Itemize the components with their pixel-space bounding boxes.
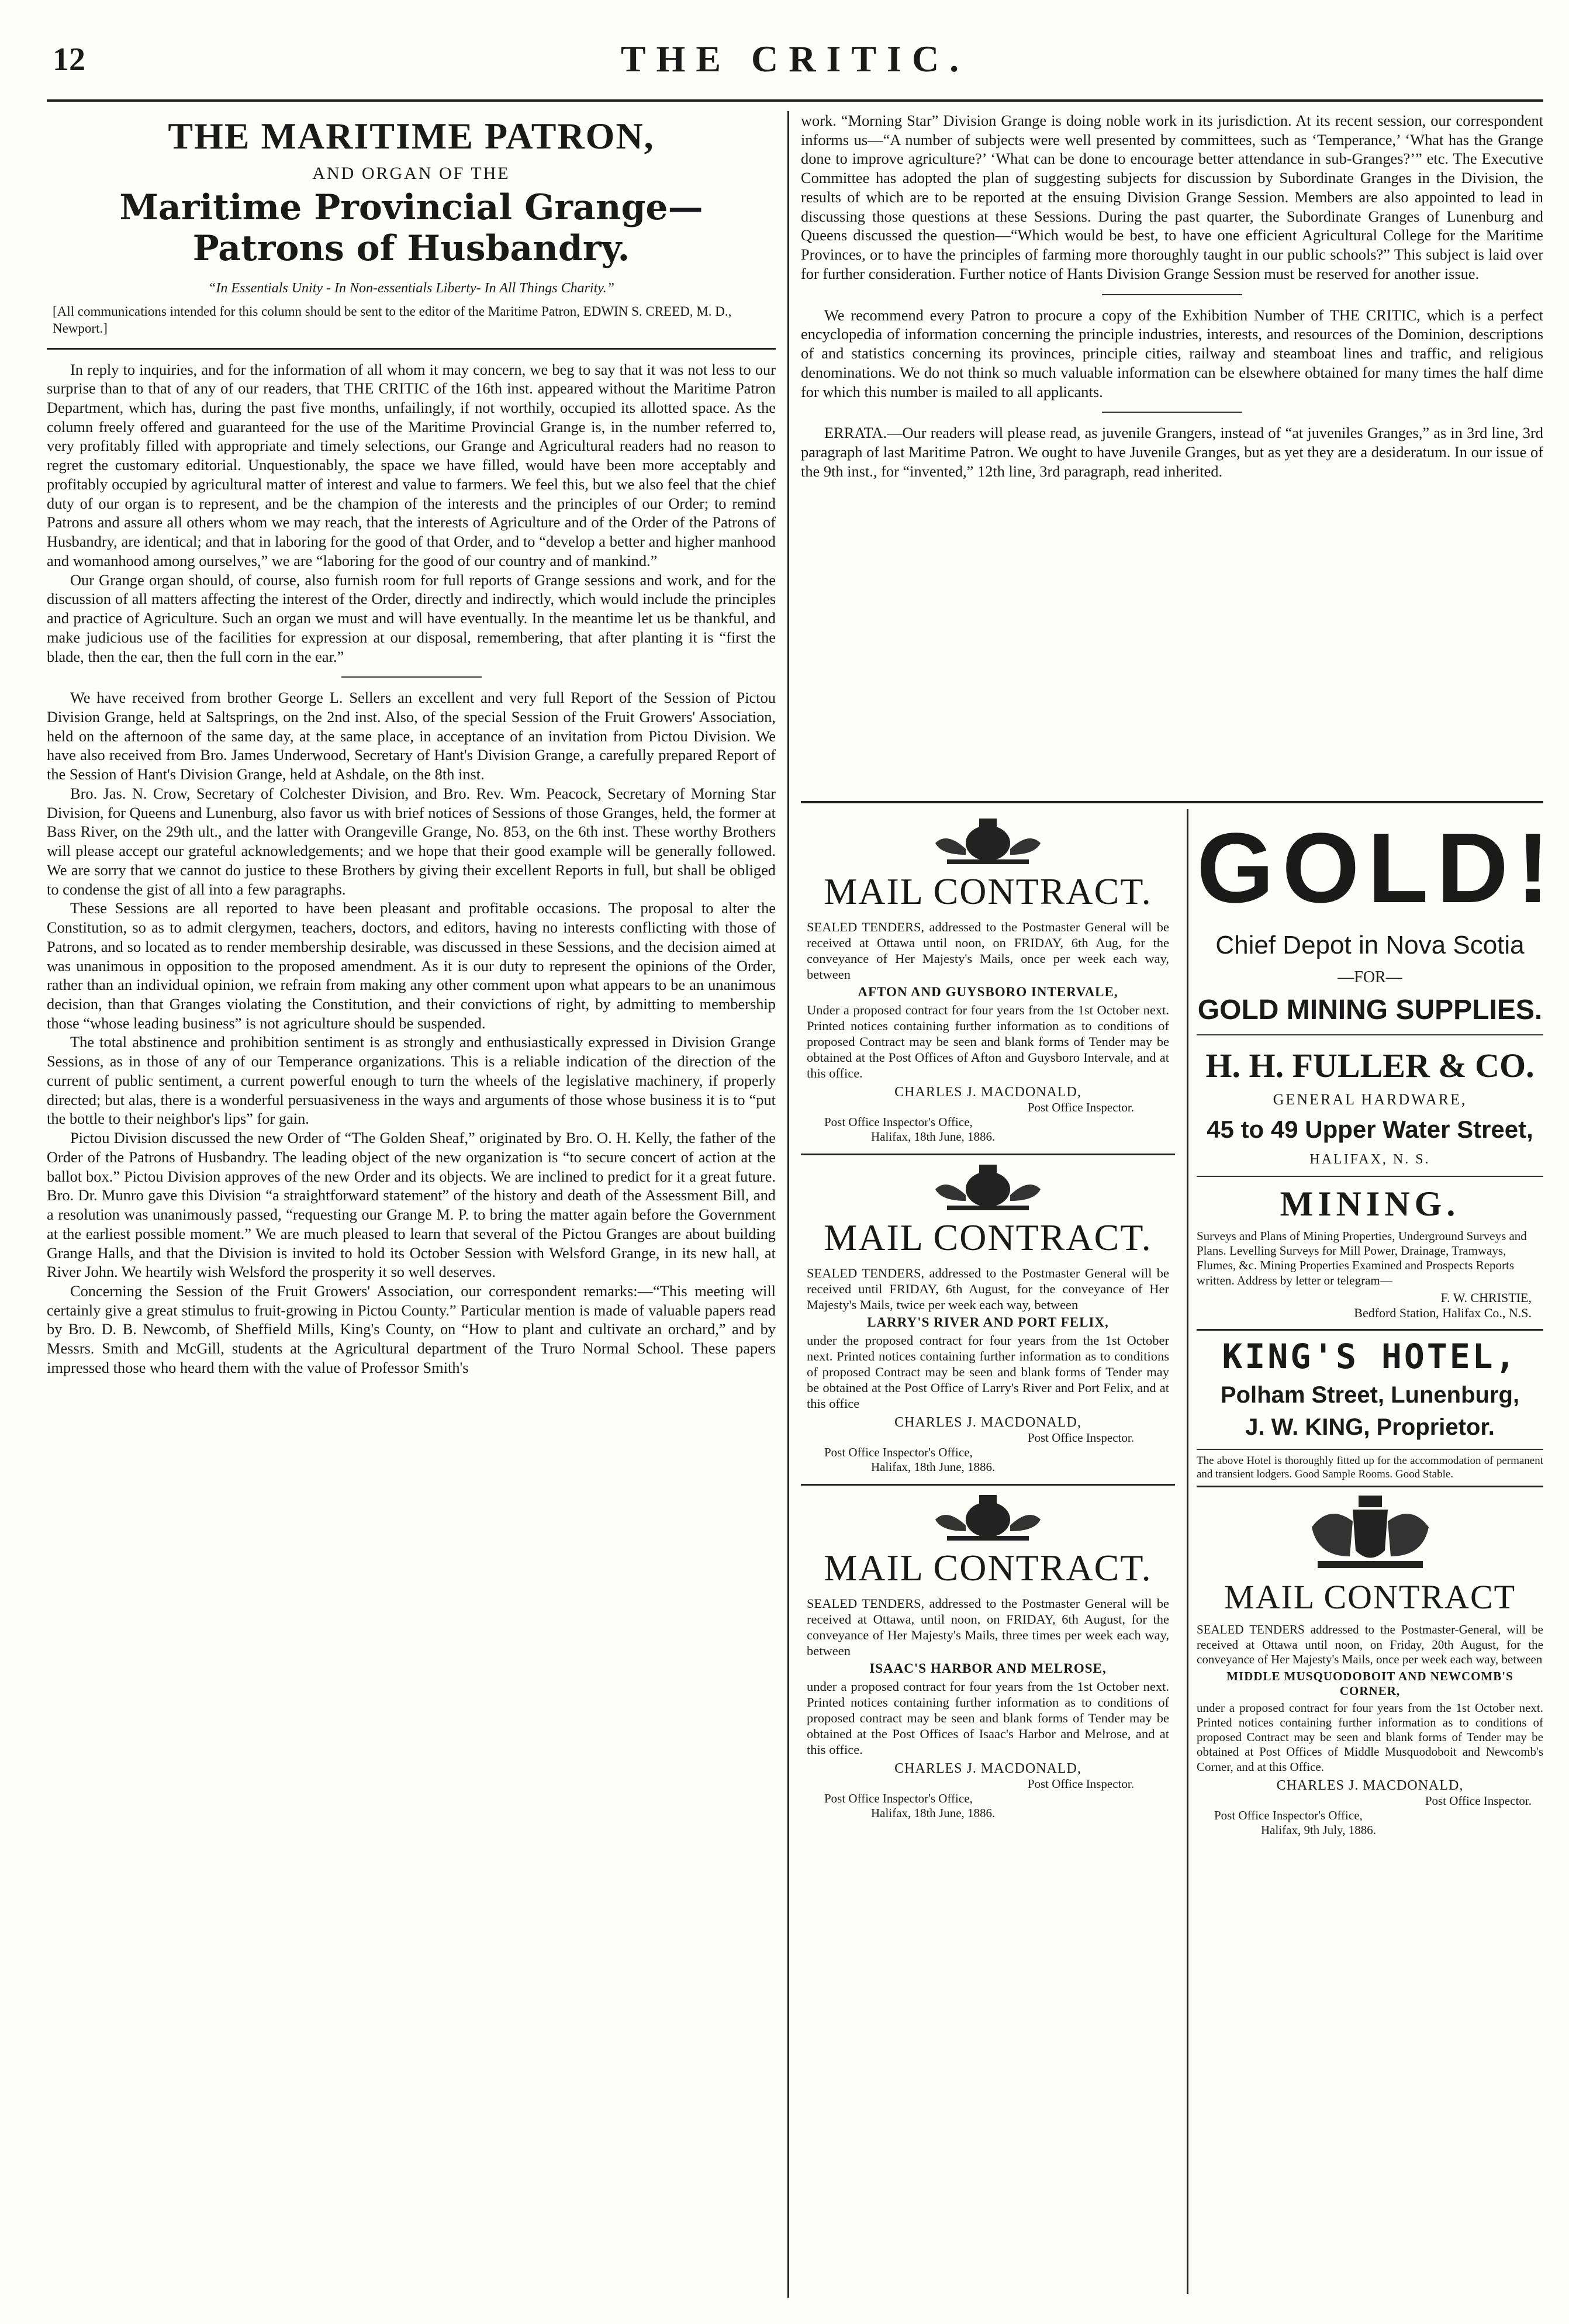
- side-ads: [1187, 809, 1558, 2294]
- article-paragraph: In reply to inquiries, and for the information of all whom it may concern, we beg to say that it was not less to our surprise than to that of any of our readers, that THE CRITIC of the 16th inst. appeared without the Maritime Patron Department, which has, during the past five months, unfailingly, if not worthily, occupied its allotted space. As the column freely offered and guaranteed for the use of the Maritime Provincial Grange is, in the number referred to, very profitably filled with appropriate and timely selections, our Grange and Agricultural readers had no reason to regret the customary editorial. Unquestionably, the space we have filled, would have been more acceptably and profitably occupied by agricultural matter of interest and value to farmers. We feel this, but we also feel that the chief duty of our organ is to represent, and be the champion of the interests and the principles of our Order; to remind Patrons and assure all others whom we may reach, that the interests of Agriculture and of the Order of the Patrons of Husbandry, are identical; and that in laboring for the good of that Order, and to “develop a better and higher manhood and womanhood among ourselves,” we are “laboring for the good of our country and of mankind.”: [47, 360, 776, 569]
- ad-role: Post Office Inspector.: [1425, 1793, 1532, 1808]
- masthead-motto: “In Essentials Unity - In Non-essentials Liberty- In All Things Charity.”: [208, 281, 614, 296]
- gold-depot: Chief Depot in Nova Scotia: [1215, 931, 1525, 959]
- masthead: [47, 115, 776, 350]
- ad-intro: SEALED TENDERS addressed to the Postmaster-General, will be received at Ottawa until noon, on Friday, 20th August, for the conveyance of Her Majesty's Mails, once per week each way, between: [1197, 1622, 1543, 1666]
- ad-route: ISAAC'S HARBOR AND MELROSE,: [869, 1661, 1107, 1676]
- gold-firm: H. H. FULLER & CO.: [1197, 1034, 1543, 1085]
- ad-signer: CHARLES J. MACDONALD,: [894, 1085, 1081, 1100]
- advertisements: [801, 801, 1558, 2300]
- section-divider: [341, 676, 482, 678]
- hotel-note: The above Hotel is thoroughly fitted up for the accommodation of permanent and transient lodgers. Good Sample Rooms. Good Stable.: [1197, 1449, 1543, 1488]
- ad-details: Under a proposed contract for four years from the 1st October next. Printed notices containing further information as to conditions of proposed Contract may be seen and blank forms of Tender may be obtained at the Post Offices of Afton and Guysboro Intervale, and at this office.: [807, 1003, 1169, 1080]
- newspaper-page: [47, 35, 1558, 2304]
- royal-crest-icon: [924, 1490, 1052, 1543]
- mail-contract-ad: [801, 1486, 1175, 1830]
- article-paragraph: Pictou Division discussed the new Order of “The Golden Sheaf,” originated by Bro. O. H. Kelly, the father of the Order of the Patrons of Husbandry. The leading object of the new organization is “to secure concert of action at the ballot box.” Pictou Division approves of the new Order and its objects. We are inclined to predict for it a great future. Bro. Dr. Munro gave this Division “a straightforward statement” of the history and death of the Assessment Bill, and a resolution was unanimously passed, “requesting our Grange M. P. to bring the matter again before the Government at the earliest possible moment.” We are much pleased to learn that several of the Pictou Granges are about building Grange Halls, and that the Division is invited to hold its October Session with Welsford Grange, in its new hall, at River John. We heartily wish Welsford the prosperity it so well deserves.: [47, 1129, 776, 1281]
- royal-crest-icon: [924, 1160, 1052, 1213]
- errata-paragraph: ERRATA.—Our readers will please read, as juvenile Grangers, instead of “at juveniles Granges,” as in 3rd line, 3rd paragraph of last Maritime Patron. We ought to have Juvenile Granges, but as yet they are a desideratum. In our issue of the 9th inst., for “invented,” 12th line, 3rd paragraph, read inherited.: [801, 424, 1543, 480]
- left-column: [47, 111, 789, 2298]
- ad-signer: CHARLES J. MACDONALD,: [894, 1415, 1081, 1430]
- right-article: [801, 111, 1543, 481]
- article-paragraph: These Sessions are all reported to have been pleasant and profitable occasions. The proposal to alter the Constitution, so as to admit clergymen, teachers, doctors, and editors, having no interests conflicting with those of Patrons, and so located as to render membership desirable, was discussed in these Sessions, and the decision aimed at was unanimous in opposition to the proposed amendment. As it is our duty to represent the opinions of the Order, rather than an individual opinion, we refrain from making any other comment upon what appears to be an unanimous decision, than that Granges violating the Constitution, and their convictions of right, by admitting to membership those “whose leading business” is not agriculture should be suspended.: [47, 899, 776, 1032]
- section-divider: [1102, 294, 1242, 295]
- gold-address: 45 to 49 Upper Water Street,: [1207, 1116, 1533, 1143]
- gold-ad: [1197, 813, 1558, 1168]
- ad-intro: SEALED TENDERS, addressed to the Postmaster General will be received at Ottawa, until noon, on FRIDAY, 6th August, for the conveyance of Her Majesty's Mails, three times per week each way, between: [807, 1596, 1169, 1658]
- mail-contract-ad: [801, 809, 1175, 1155]
- article-paragraph: We recommend every Patron to procure a copy of the Exhibition Number of THE CRITIC, which is a perfect encyclopedia of information concerning the principle industries, interests, and resources of the Dominion, descriptions of and statistics concerning its provinces, principle cities, railway and steamboat lines and traffic, and religious denominations. We do not think so much valuable information can be elsewhere obtained for many times the half dime for which this number is mailed to all applicants.: [801, 306, 1543, 400]
- hotel-street: Polham Street, Lunenburg,: [1220, 1382, 1520, 1408]
- mining-location: Bedford Station, Halifax Co., N.S.: [1354, 1305, 1532, 1320]
- ad-intro: SEALED TENDERS, addressed to the Postmaster General will be received at Ottawa until noon, on FRIDAY, 6th Aug, for the conveyance of Her Majesty's Mails, once per week each way, between: [807, 920, 1169, 982]
- masthead-note: [All communications intended for this column should be sent to the editor of the Maritime Patron, EDWIN S. CREED, M. D., Newport.]: [53, 304, 732, 336]
- ad-route: AFTON AND GUYSBORO INTERVALE,: [858, 985, 1118, 999]
- mail-contract-ad: [1197, 1487, 1543, 1847]
- ad-date: Halifax, 9th July, 1886.: [1261, 1822, 1376, 1837]
- mining-headline: MINING.: [1197, 1176, 1543, 1224]
- royal-crest-icon: [924, 814, 1052, 866]
- ad-heading: MAIL CONTRACT: [1224, 1578, 1516, 1617]
- ad-office: Post Office Inspector's Office,: [1214, 1808, 1363, 1822]
- hotel-proprietor: J. W. KING, Proprietor.: [1245, 1414, 1495, 1440]
- right-column: [801, 111, 1558, 2298]
- royal-coat-of-arms-icon: [1294, 1492, 1446, 1574]
- mail-contract-ads: [801, 809, 1175, 1830]
- ad-heading: MAIL CONTRACT.: [824, 1547, 1152, 1589]
- ad-details: under the proposed contract for four years from the 1st October next. Printed notices containing further information as to conditions of proposed Contract may be seen and blank forms of Tender may be obtained at the Post Office of Larry's River and Port Felix, and at this office: [807, 1333, 1169, 1411]
- ad-route: MIDDLE MUSQUODOBOIT AND NEWCOMB'S CORNER,: [1226, 1669, 1513, 1698]
- page-number: 12: [53, 42, 85, 78]
- article-paragraph: We have received from brother George L. Sellers an excellent and very full Report of the Session of Pictou Division Grange, held at Saltsprings, on the 2nd inst. Also, of the special Session of the Fruit Growers' Association, held on the afternoon of the same day, at the same place, in acceptance of an invitation from Pictou Division. We have also received from Bro. James Underwood, Secretary of Hant's Division Grange, a carefully prepared Report of the Session of Hant's Division Grange, held at Ashdale, on the 8th inst.: [47, 689, 776, 783]
- ad-signer: CHARLES J. MACDONALD,: [894, 1761, 1081, 1776]
- ad-date: Halifax, 18th June, 1886.: [871, 1460, 996, 1474]
- article-paragraph: The total abstinence and prohibition sentiment is as strongly and enthusiastically expressed in Division Grange Sessions, as in those of any of our Temperance organizations. This is a reliable indication of the direction of the current of public sentiment, a current powerful enough to turn the wheels of the legislative machinery, if properly directed; but alas, there is a wonderful persuasiveness in the ways and arguments of those whose business it is to “put the bottle to their neighbor's lips” for gain.: [47, 1033, 776, 1128]
- gold-city: HALIFAX, N. S.: [1309, 1152, 1430, 1167]
- article-paragraph: Concerning the Session of the Fruit Growers' Association, our correspondent remarks:—“This meeting will certainly give a great stimulus to fruit-growing in Pictou County.” Particular mention is made of valuable papers read by Bro. D. B. Newcomb, of Sheffield Mills, King's County, on “How to plant and cultivate an orchard,” and by Messrs. Smith and McGill, students at the Agricultural department of the Truro Normal School. These papers impressed those who heard them with the value of Professor Smith's: [47, 1282, 776, 1376]
- article-paragraph: Our Grange organ should, of course, also furnish room for full reports of Grange sessions and work, and for the discussion of all matters affecting the interest of the Order, directly and indirectly, which would include the principles and practice of Agriculture. Such an organ we must and will have eventually. In the meantime let us be thankful, and make judicious use of the facilities for expression at our disposal, remembering, that after planting it is “first the blade, then the ear, then the full corn in the ear.”: [47, 571, 776, 665]
- ad-details: under a proposed contract for four years from the 1st October next. Printed notices containing further information as to conditions of proposed contract may be seen and blank forms of Tender may be obtained at the Post Offices of Isaac's Harbor and Melrose, and at this office.: [807, 1679, 1169, 1757]
- hotel-headline: KING'S HOTEL,: [1197, 1329, 1543, 1376]
- ad-intro: SEALED TENDERS, addressed to the Postmaster General will be received until FRIDAY, 6th August, for the conveyance of Her Majesty's Mails, twice per week each way, between: [807, 1266, 1169, 1312]
- ad-signer: CHARLES J. MACDONALD,: [1276, 1777, 1464, 1793]
- ad-office: Post Office Inspector's Office,: [824, 1115, 973, 1129]
- ad-heading: MAIL CONTRACT.: [824, 1217, 1152, 1258]
- ad-role: Post Office Inspector.: [1027, 1777, 1134, 1791]
- page-header: [47, 35, 1543, 102]
- ad-office: Post Office Inspector's Office,: [824, 1791, 973, 1805]
- gold-for: —FOR—: [1338, 968, 1402, 986]
- gold-supplies: GOLD MINING SUPPLIES.: [1197, 994, 1543, 1025]
- ad-heading: MAIL CONTRACT.: [824, 871, 1152, 912]
- gold-hardware: GENERAL HARDWARE,: [1273, 1091, 1467, 1108]
- mining-signer: F. W. CHRISTIE,: [1440, 1290, 1532, 1305]
- ad-date: Halifax, 18th June, 1886.: [871, 1806, 996, 1820]
- masthead-grange: Maritime Provincial Grange—Patrons of Husbandry.: [119, 187, 703, 269]
- article-paragraph: Bro. Jas. N. Crow, Secretary of Colchester Division, and Bro. Rev. Wm. Peacock, Secretary of Morning Star Division, for Queens and Lunenburg, also favor us with brief notices of Sessions of those Granges, held, the former at Bass River, on the 29th ult., and the latter with Orangeville Grange, No. 853, on the 6th inst. These worthy Brothers will please accept our grateful acknowledgements; and we hope that their good example will be generally followed. We are sorry that we cannot do justice to these Brothers by giving their excellent Reports in full, but shall be obliged to condense the gist of all into a few paragraphs.: [47, 784, 776, 898]
- masthead-title: THE MARITIME PATRON,: [168, 115, 655, 157]
- ad-date: Halifax, 18th June, 1886.: [871, 1130, 996, 1144]
- ad-role: Post Office Inspector.: [1027, 1431, 1134, 1445]
- mining-ad: [1197, 1176, 1543, 1321]
- ad-office: Post Office Inspector's Office,: [824, 1445, 973, 1459]
- ad-details: under a proposed contract for four years from the 1st October next. Printed notices containing further information as to conditions of proposed Contract may be seen and blank forms of Tender may be obtained at Post Offices of Middle Musquodoboit and Newcomb's Corner, and at this Office.: [1197, 1700, 1543, 1774]
- masthead-organ: AND ORGAN OF THE: [312, 164, 510, 183]
- ad-role: Post Office Inspector.: [1027, 1100, 1134, 1114]
- mining-text: Surveys and Plans of Mining Properties, Underground Surveys and Plans. Levelling Surveys for Mill Power, Drainage, Tramways, Flumes, &c. Mining Properties Examined and Prospects Reports written. Address by letter or telegram—: [1197, 1229, 1527, 1287]
- gold-headline: GOLD!: [1197, 813, 1558, 924]
- paper-title: THE CRITIC.: [620, 38, 970, 80]
- ad-route: LARRY'S RIVER AND PORT FELIX,: [867, 1315, 1109, 1330]
- section-divider: [1102, 412, 1242, 413]
- article-paragraph: work. “Morning Star” Division Grange is doing noble work in its jurisdiction. At its recent session, our correspondent informs us—“A number of subjects were well presented by committees, such as ‘Temperance,’ ‘What has the Grange done to improve agriculture?’ ‘What can be done to encourage better attendance in sub-Granges?’” etc. The Executive Committee has adopted the plan of suggesting subjects for discussion by Subordinate Granges in the Division, the results of which are to be reported at the ensuing Division Grange Session. Members are also appointed to lead in discussing those questions at these Sessions. During the past quarter, the Subordinate Granges of Lunenburg and Queens discussed the question—“Which would be best, to have one efficient Agricultural College for the Maritime Provinces, or to have the principles of farming more thoroughly taught in our public schools?” This subject is laid over for further consideration. Further notice of Hants Division Grange Session must be reserved for another issue.: [801, 112, 1543, 282]
- mail-contract-ad: [801, 1155, 1175, 1486]
- hotel-ad: [1197, 1329, 1543, 1488]
